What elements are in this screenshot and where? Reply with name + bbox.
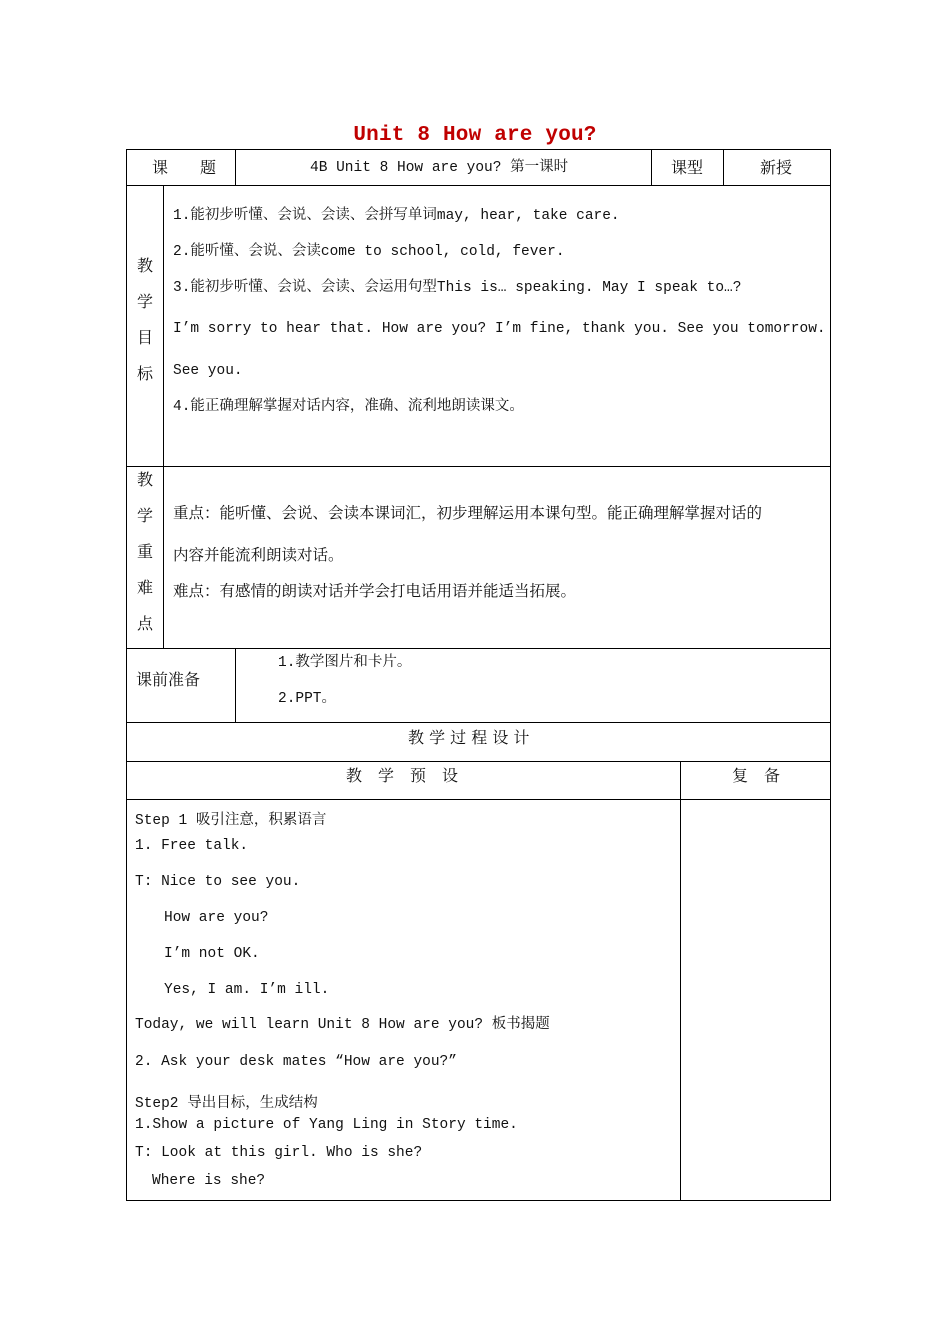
step-line: T: Look at this girl. Who is she? [135,1145,423,1161]
topic-value: 4B Unit 8 How are you? 第一课时 [310,160,569,176]
review-column-header: 复 备 [732,766,781,785]
step-line: 2. Ask your desk mates “How are you?” [135,1054,457,1070]
key-points-label: 教 学 重 难 点 [136,470,153,633]
step-line: Today, we will learn Unit 8 How are you? 板书揭题 [135,1017,550,1033]
lesson-type-value: 新授 [760,158,793,177]
topic-label: 课 题 [152,158,217,177]
step-line: 1.Show a picture of Yang Ling in Story time. [135,1117,518,1133]
objective-line: 2.能听懂、会说、会读come to school, cold, fever. [173,244,565,260]
step-line: Yes, I am. I’m ill. [164,982,330,998]
document-title: Unit 8 How are you? [353,124,597,147]
preparation-label: 课前准备 [136,670,201,689]
key-point-line: 难点：有感情的朗读对话并学会打电话用语并能适当拓展。 [173,582,577,600]
step-line: T: Nice to see you. [135,874,301,890]
objective-line: I’m sorry to hear that. How are you? I’m fine, thank you. See you tomorrow. [173,321,826,337]
key-point-line: 重点：能听懂、会说、会读本课词汇，初步理解运用本课句型。能正确理解掌握对话的 [173,504,763,522]
key-point-line: 内容并能流利朗读对话。 [173,546,344,564]
step-line: Where is she? [152,1173,266,1189]
objective-line: 3.能初步听懂、会说、会读、会运用句型This is… speaking. May I speak to…? [173,280,742,296]
step-line: Step 1 吸引注意，积累语言 [135,813,327,829]
step-line: How are you? [164,910,269,926]
preparation-item: 1.教学图片和卡片。 [278,655,412,671]
objectives-label: 教 学 目 标 [136,256,153,383]
preparation-item: 2.PPT。 [278,691,337,707]
step-line: I’m not OK. [164,946,260,962]
plan-column-header: 教 学 预 设 [346,766,459,785]
step-line: 1. Free talk. [135,838,249,854]
objective-line: See you. [173,363,243,379]
process-header: 教 学 过 程 设 计 [408,728,530,747]
objective-line: 1.能初步听懂、会说、会读、会拼写单词may, hear, take care. [173,208,620,224]
objective-line: 4.能正确理解掌握对话内容，准确、流利地朗读课文。 [173,399,524,415]
step-line: Step2 导出目标，生成结构 [135,1096,318,1112]
lesson-type-label: 课型 [671,158,704,177]
